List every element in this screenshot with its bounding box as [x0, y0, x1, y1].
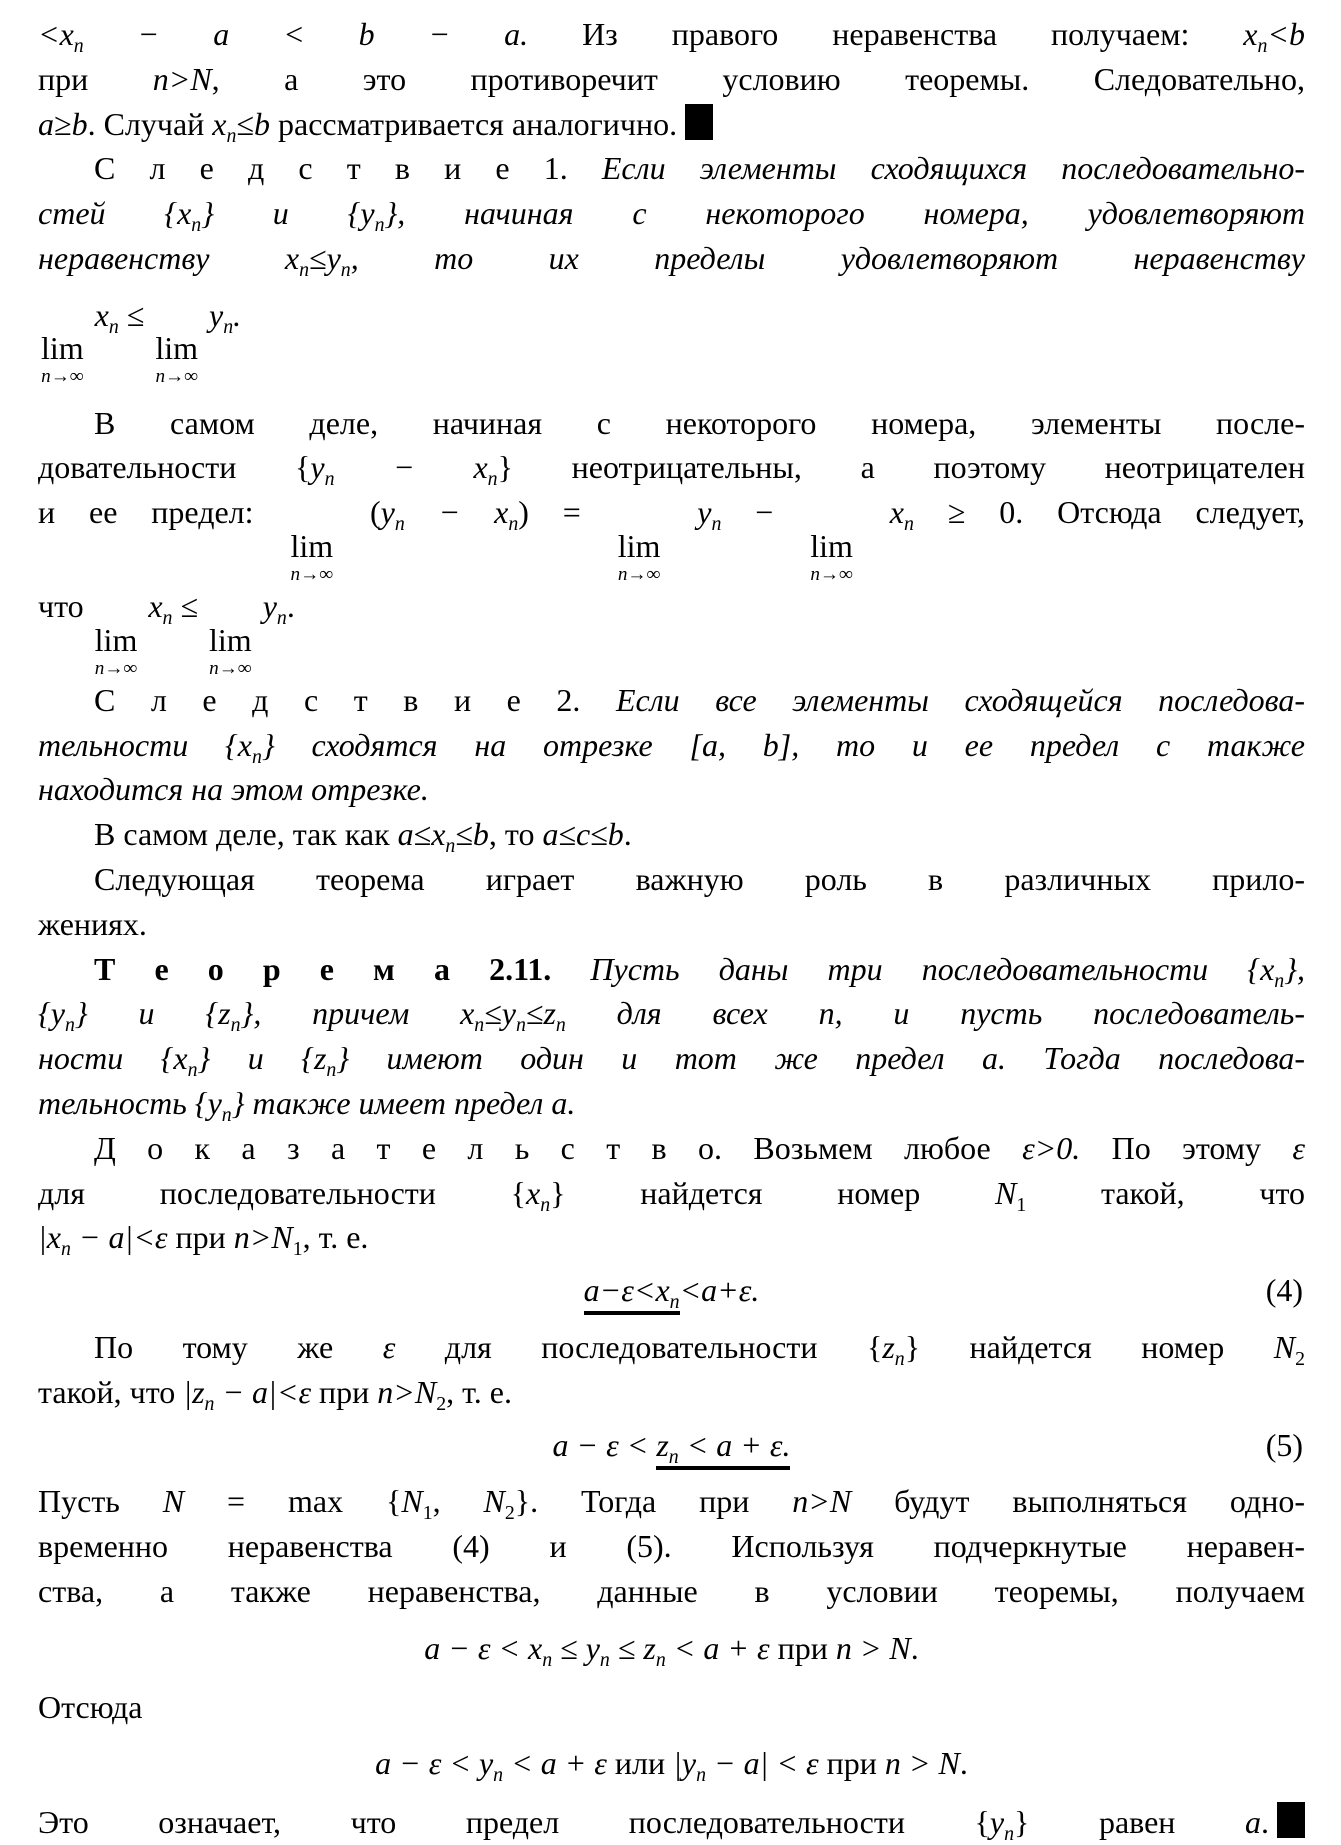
text-segment: − a|<ε	[70, 1219, 168, 1256]
text-segment: тельность {y	[38, 1084, 222, 1121]
text-segment: z	[882, 1328, 895, 1365]
text-segment: ≤	[172, 587, 207, 624]
text-segment: } найдется номер	[550, 1174, 995, 1211]
text-segment: жениях.	[38, 905, 147, 942]
proof-line-1	[38, 1126, 1305, 1171]
text-segment: x	[86, 296, 109, 333]
text-segment: N	[401, 1483, 423, 1520]
text-segment: − a|	[706, 1745, 769, 1782]
text-segment: ≤	[413, 816, 432, 853]
lim-operator-text: lim	[209, 621, 252, 658]
equation-number: (5)	[1265, 1426, 1303, 1463]
lim-operator-text: lim	[617, 527, 661, 564]
text-segment: n	[711, 513, 722, 536]
text-segment: }. Тогда при	[514, 1483, 793, 1520]
text-segment: 1	[422, 1502, 433, 1525]
page-content	[38, 12, 1305, 1845]
text-segment: n	[894, 1347, 905, 1370]
text-segment: 1	[1016, 1193, 1027, 1216]
text-segment: ≤z	[525, 995, 556, 1032]
lim-subscript-text: n→∞	[810, 563, 853, 585]
text-segment: } также имеет предел a.	[231, 1084, 576, 1121]
body-line-2	[38, 57, 1305, 102]
text-segment: a−ε<x	[583, 1272, 670, 1309]
text-segment: n	[669, 1291, 680, 1314]
corollary-1-label: С л е д с т в и е 1.	[94, 150, 602, 187]
text-segment: Если элементы сходящихся последовательно-	[601, 150, 1306, 187]
lim-operator	[155, 332, 198, 386]
text-segment: n	[1004, 1823, 1015, 1845]
text-segment: n	[474, 1014, 485, 1037]
text-segment: }, начиная с некоторого номера, удовлетворяют	[384, 195, 1305, 232]
text-segment: n	[340, 258, 351, 281]
text-segment: n	[445, 835, 456, 858]
text-segment: .	[959, 1745, 968, 1782]
lim-subscript-text: n→∞	[41, 366, 84, 388]
theorem-line-1	[38, 947, 1305, 992]
text-segment: } сходятся на отрезке [a, b], то и ее предел c также	[261, 726, 1306, 763]
text-segment: ≤y	[484, 995, 516, 1032]
corollary-2-label: С л е д с т в и е 2.	[94, 681, 616, 718]
text-segment: , т. е.	[302, 1219, 369, 1256]
lim-subscript-text: n→∞	[290, 563, 333, 585]
text-segment: n	[223, 315, 234, 338]
text-segment: ≥ 0. Отсюда следует,	[913, 494, 1306, 531]
proof-line-3	[38, 1215, 1305, 1260]
lim-operator	[41, 332, 84, 386]
text-segment: ≤	[590, 816, 608, 853]
text-segment: n>N	[233, 1219, 293, 1256]
lim-operator-text: lim	[94, 621, 138, 658]
text-segment: ε>0.	[1022, 1129, 1081, 1166]
text-segment: z	[656, 1426, 669, 1463]
text-segment: , то	[488, 816, 543, 853]
text-segment: n	[487, 468, 498, 491]
text-segment: a	[397, 816, 414, 853]
text-segment: такой, что	[1026, 1174, 1306, 1211]
lim-operator-text: lim	[810, 527, 853, 564]
text-segment: y	[310, 449, 325, 486]
proof-line-10	[38, 1800, 1305, 1845]
text-segment: n	[1274, 969, 1285, 992]
text-segment: } найдется номер	[904, 1328, 1274, 1365]
body-line-3	[38, 102, 1305, 147]
corollary-1-line-2	[38, 191, 1305, 236]
text-segment: довательности {	[38, 449, 311, 486]
text-segment: n>N	[377, 1373, 437, 1410]
text-segment: n	[326, 1059, 337, 1082]
proof-line-2	[38, 1171, 1305, 1216]
text-segment: тельности {x	[38, 726, 253, 763]
text-segment: y	[380, 494, 395, 531]
text-segment: n > N	[884, 1745, 960, 1782]
lim-operator	[810, 527, 853, 585]
text-segment: n	[299, 258, 309, 281]
corollary-2-line-3	[38, 767, 1305, 812]
text-segment: n	[374, 214, 385, 237]
lim-subscript-text: n→∞	[94, 657, 138, 679]
text-segment: y	[663, 494, 712, 531]
text-segment: {y	[38, 995, 65, 1032]
text-segment: n	[904, 513, 914, 536]
text-segment: n	[276, 606, 287, 629]
proof-line-5	[38, 1370, 1305, 1415]
theorem-line-4	[38, 1081, 1305, 1126]
text-segment: и ее предел:	[38, 494, 288, 531]
text-segment: |x	[38, 1219, 61, 1256]
text-segment: ности {x	[38, 1040, 188, 1077]
text-segment: при	[311, 1373, 378, 1410]
text-segment: .	[286, 587, 295, 624]
text-segment: < ε	[768, 1745, 819, 1782]
body-line-10	[38, 902, 1305, 947]
text-segment: ≤ y	[552, 1629, 600, 1666]
body-line-9	[38, 857, 1305, 902]
text-segment: 2	[504, 1502, 515, 1525]
theorem-label: Т е о р е м а 2.11.	[94, 950, 591, 987]
text-segment: , т. е.	[446, 1373, 512, 1410]
text-segment: b	[71, 105, 88, 142]
text-segment: при	[818, 1745, 885, 1782]
lim-operator	[617, 527, 661, 585]
text-segment: <b	[1267, 16, 1305, 52]
text-segment: n	[221, 1103, 232, 1126]
text-segment: ≥	[54, 105, 72, 142]
text-segment: n	[696, 1764, 707, 1787]
text-segment: , то их пределы удовлетворяют неравенству	[350, 239, 1305, 276]
text-segment: −	[721, 494, 808, 531]
text-segment: n	[65, 1014, 75, 1037]
text-segment: ε	[1292, 1129, 1306, 1166]
qed-icon	[1277, 1802, 1305, 1838]
text-segment: Следующая теорема играет важную роль в различных прило-	[94, 860, 1305, 897]
text-segment: В самом деле, так как	[94, 816, 398, 853]
text-segment: рассматривается аналогично.	[269, 105, 678, 142]
text-segment: .	[1261, 1804, 1270, 1841]
text-segment: ≤y	[309, 239, 341, 276]
text-segment: n	[655, 1648, 666, 1671]
text-segment: Это означает, что предел последовательности {	[38, 1804, 990, 1841]
text-segment: n	[1257, 34, 1268, 57]
text-segment: N	[1273, 1328, 1296, 1365]
text-segment: Если все элементы сходящейся последова-	[615, 681, 1306, 718]
lim-operator-text: lim	[290, 527, 334, 564]
text-segment: будут выполняться одно-	[851, 1483, 1306, 1520]
text-segment: |y	[673, 1745, 697, 1782]
text-segment: |z	[183, 1373, 205, 1410]
equation-number: (4)	[1265, 1272, 1303, 1309]
text-segment: = max {	[184, 1483, 402, 1520]
text-segment: ≤ z	[609, 1629, 656, 1666]
limit-inequality-display	[38, 281, 1305, 401]
text-segment: при	[38, 60, 153, 97]
qed-icon	[685, 104, 713, 140]
text-segment: 2	[436, 1392, 447, 1415]
text-segment: N	[483, 1483, 505, 1520]
body-line-5	[38, 445, 1305, 490]
text-segment: n	[204, 1392, 215, 1415]
text-segment: <x	[38, 16, 74, 52]
text-segment: n	[108, 315, 119, 338]
lim-operator-text: lim	[155, 330, 199, 367]
text-segment: y	[989, 1804, 1005, 1841]
text-segment: < a + ε	[503, 1745, 607, 1782]
text-segment: b	[607, 816, 624, 853]
text-segment: стей {x	[38, 195, 192, 232]
text-segment: для последовательности {	[395, 1328, 883, 1365]
text-segment: x	[212, 105, 227, 142]
corollary-2-line-1	[38, 678, 1305, 723]
text-segment: n>N	[152, 60, 212, 97]
text-segment: Пусть	[38, 1483, 163, 1520]
lim-subscript-text: n→∞	[155, 366, 198, 388]
text-segment: x	[431, 816, 446, 853]
text-segment: Пусть даны три последовательности {x	[590, 950, 1275, 987]
proof-line-7	[38, 1524, 1305, 1569]
text-segment: y	[254, 587, 277, 624]
text-segment: x	[526, 1174, 541, 1211]
text-segment: } и {z	[74, 995, 231, 1032]
text-segment: a	[1245, 1804, 1262, 1841]
equation-5	[38, 1415, 1305, 1480]
text-segment: ≤	[118, 296, 153, 333]
theorem-line-3	[38, 1036, 1305, 1081]
text-segment: n	[515, 1014, 526, 1037]
text-segment: b	[472, 816, 489, 853]
text-segment: В самом деле, начиная с некоторого номера, элементы после-	[94, 404, 1305, 441]
text-segment: ства, а также неравенства, данные в условии теоремы, получаем	[38, 1572, 1305, 1609]
text-segment: a − ε <	[552, 1426, 657, 1463]
text-segment: n	[324, 468, 335, 491]
corollary-2-line-2	[38, 723, 1305, 768]
text-segment: < a + ε	[665, 1629, 770, 1666]
text-segment: ) =	[518, 494, 615, 531]
text-segment: По этому	[1080, 1129, 1293, 1166]
text-segment: <a+ε.	[679, 1272, 760, 1309]
text-segment: при	[769, 1629, 836, 1666]
text-segment: } и {y	[201, 195, 375, 232]
text-segment: n	[394, 513, 405, 536]
text-segment: n	[230, 1014, 241, 1037]
text-segment: ≤	[455, 816, 473, 853]
lim-operator	[209, 621, 252, 679]
text-segment: x	[140, 587, 163, 624]
text-segment: b	[253, 105, 270, 142]
text-segment: . Случай	[87, 105, 213, 142]
text-segment: n	[555, 1014, 566, 1037]
proof-line-9	[38, 1685, 1305, 1730]
text-segment: c	[576, 816, 591, 853]
text-segment: n	[493, 1764, 504, 1787]
text-segment: 1	[292, 1238, 303, 1261]
text-segment: или	[606, 1745, 674, 1782]
text-segment: − a|<ε	[214, 1373, 312, 1410]
text-segment: неравенству x	[38, 239, 300, 276]
text-segment: .	[910, 1629, 919, 1666]
text-segment: n	[252, 745, 262, 768]
text-segment: n	[508, 513, 519, 536]
body-line-6	[38, 490, 1305, 584]
lim-subscript-text: n→∞	[209, 657, 252, 679]
text-segment: n	[191, 214, 202, 237]
text-segment: a − ε < y	[375, 1745, 494, 1782]
body-line-1	[38, 12, 1305, 57]
lim-operator	[94, 621, 138, 679]
text-segment: находится на этом отрезке.	[38, 771, 429, 808]
text-segment: a − ε < x	[424, 1629, 543, 1666]
text-segment: n	[668, 1445, 679, 1468]
text-segment: (	[336, 494, 381, 531]
text-segment: x	[1243, 16, 1258, 52]
text-segment: ,	[432, 1483, 484, 1520]
proof-line-8	[38, 1569, 1305, 1614]
text-segment: ≤	[558, 816, 576, 853]
text-segment: n>N	[792, 1483, 852, 1520]
text-segment: } равен	[1014, 1804, 1246, 1841]
theorem-line-2	[38, 991, 1305, 1036]
body-line-7	[38, 584, 1305, 678]
proof-line-6	[38, 1479, 1305, 1524]
text-segment: < a + ε.	[678, 1426, 791, 1463]
text-segment: при	[167, 1219, 234, 1256]
text-segment: }, причем x	[240, 995, 475, 1032]
text-segment: a	[542, 816, 559, 853]
text-segment	[656, 1427, 790, 1470]
text-segment: N	[994, 1174, 1017, 1211]
text-segment: − x	[334, 449, 488, 486]
text-segment: .	[233, 296, 242, 333]
text-segment: } имеют один и тот же предел a. Тогда последова-	[336, 1040, 1306, 1077]
proof-label: Д о к а з а т е л ь с т в о. Возьмем любое	[94, 1129, 1023, 1166]
text-segment: } и {z	[197, 1040, 327, 1077]
lim-operator	[290, 527, 334, 585]
text-segment: − x	[404, 494, 509, 531]
chain-inequality-display	[38, 1614, 1305, 1685]
text-segment: .	[623, 816, 632, 853]
corollary-1-line-3	[38, 236, 1305, 281]
text-segment: n	[61, 1238, 71, 1261]
text-segment: ε	[382, 1328, 396, 1365]
final-inequality-display	[38, 1729, 1305, 1800]
text-segment: n	[599, 1648, 610, 1671]
text-segment: n	[540, 1193, 551, 1216]
body-line-4	[38, 401, 1305, 446]
text-segment: временно неравенства (4) и (5). Используя подчеркнутые неравен-	[38, 1528, 1305, 1565]
lim-operator-text: lim	[41, 330, 84, 367]
text-segment: },	[1284, 950, 1306, 987]
text-segment: По тому же	[94, 1328, 383, 1365]
text-segment: такой, что	[38, 1373, 184, 1410]
proof-line-4	[38, 1325, 1305, 1370]
text-segment: n	[73, 34, 84, 57]
text-segment: − a < b − a.	[83, 16, 529, 52]
lim-subscript-text: n→∞	[617, 563, 661, 585]
text-segment: Отсюда	[38, 1688, 143, 1725]
text-segment: n > N	[835, 1629, 911, 1666]
text-segment: y	[201, 296, 224, 333]
text-segment: для последовательности {	[38, 1174, 527, 1211]
text-segment: a	[38, 105, 54, 142]
text-segment: x	[855, 494, 904, 531]
text-segment: N	[162, 1483, 185, 1520]
text-segment: n	[187, 1059, 198, 1082]
text-segment: для всех n, и пусть последователь-	[565, 995, 1306, 1032]
text-segment: ≤	[236, 105, 254, 142]
text-segment	[584, 1272, 680, 1315]
body-line-8	[38, 812, 1305, 857]
text-segment: n	[162, 606, 173, 629]
text-segment: } неотрицательны, а поэтому неотрицателен	[497, 449, 1306, 486]
text-segment: n	[542, 1648, 553, 1671]
text-segment: что	[38, 587, 92, 624]
text-segment: , а это противоречит условию теоремы. Следовательно,	[211, 60, 1306, 97]
text-segment: n	[226, 124, 237, 147]
text-segment: Из правого неравенства получаем:	[528, 16, 1244, 52]
text-segment: 2	[1295, 1347, 1306, 1370]
equation-4	[38, 1260, 1305, 1325]
corollary-1-line-1	[38, 146, 1305, 191]
